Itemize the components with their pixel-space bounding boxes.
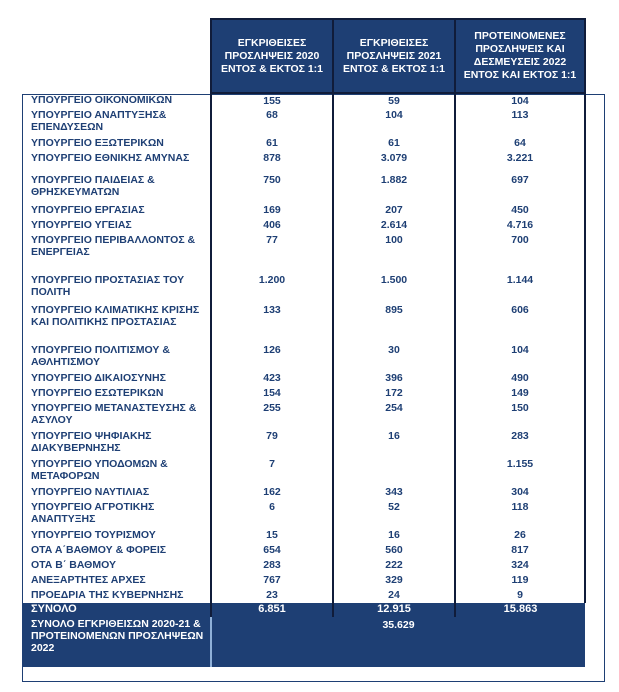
- value-2020: 6: [211, 500, 333, 528]
- value-2022: 113: [455, 108, 585, 136]
- ministry-label: ΥΠΟΥΡΓΕΙΟ ΕΡΓΑΣΙΑΣ: [31, 204, 145, 216]
- table-row: [23, 588, 585, 603]
- value-2020: 750: [211, 173, 333, 203]
- ministry-label: ΟΤΑ Α΄ΒΑΘΜΟΥ & ΦΟΡΕΙΣ: [31, 544, 167, 556]
- value-2022: 697: [455, 173, 585, 203]
- value-2020: 79: [211, 429, 333, 457]
- value-2022: 450: [455, 203, 585, 218]
- grand-total-row: [23, 617, 585, 667]
- ministry-label: ΥΠΟΥΡΓΕΙΟ ΚΛΙΜΑΤΙΚΗΣ ΚΡΙΣΗΣ ΚΑΙ ΠΟΛΙΤΙΚΗΣ ΠΡΟΣΤΑΣΙΑΣ: [31, 304, 200, 328]
- value-2021: 207: [333, 203, 455, 218]
- value-2020: 7: [211, 457, 333, 485]
- value-2020: 1.200: [211, 273, 333, 303]
- table-row: [23, 457, 585, 485]
- table-row: [23, 401, 585, 429]
- ministry-label: ΥΠΟΥΡΓΕΙΟ ΠΡΟΣΤΑΣΙΑΣ ΤΟΥ ΠΟΛΙΤΗ: [31, 274, 185, 298]
- value-2020: 15: [211, 528, 333, 543]
- grand-total-value: 35.629: [211, 617, 585, 667]
- ministry-label: ΥΠΟΥΡΓΕΙΟ ΠΟΛΙΤΙΣΜΟΥ & ΑΘΛΗΤΙΣΜΟΥ: [31, 344, 170, 368]
- value-2020: 154: [211, 386, 333, 401]
- table-row: [23, 218, 585, 233]
- value-2021: 100: [333, 233, 455, 273]
- value-2020: 155: [211, 93, 333, 108]
- value-2021: 2.614: [333, 218, 455, 233]
- value-2020: 878: [211, 151, 333, 173]
- value-2020: 126: [211, 343, 333, 371]
- ministry-label: ΥΠΟΥΡΓΕΙΟ ΥΓΕΙΑΣ: [31, 219, 132, 231]
- table-row: [23, 558, 585, 573]
- ministry-label: ΥΠΟΥΡΓΕΙΟ ΕΘΝΙΚΗΣ ΑΜΥΝΑΣ: [31, 152, 190, 164]
- value-2022: 1.144: [455, 273, 585, 303]
- table-row: [23, 343, 585, 371]
- value-2021: 560: [333, 543, 455, 558]
- value-2022: 3.221: [455, 151, 585, 173]
- table-row: [23, 173, 585, 203]
- header-blank: [23, 19, 211, 93]
- value-2021: 30: [333, 343, 455, 371]
- table-row: [23, 151, 585, 173]
- value-2022: 283: [455, 429, 585, 457]
- value-2021: 222: [333, 558, 455, 573]
- ministry-label: ΥΠΟΥΡΓΕΙΟ ΟΙΚΟΝΟΜΙΚΩΝ: [31, 94, 173, 106]
- total-2022: 15.863: [455, 603, 585, 617]
- value-2022: 9: [455, 588, 585, 603]
- table-row: [23, 108, 585, 136]
- ministry-label: ΥΠΟΥΡΓΕΙΟ ΥΠΟΔΟΜΩΝ & ΜΕΤΑΦΟΡΩΝ: [31, 458, 168, 482]
- ministry-label: ΠΡΟΕΔΡΙΑ ΤΗΣ ΚΥΒΕΡΝΗΣΗΣ: [31, 589, 184, 601]
- total-2021: 12.915: [333, 603, 455, 617]
- table-row: [23, 273, 585, 303]
- ministry-label: ΥΠΟΥΡΓΕΙΟ ΜΕΤΑΝΑΣΤΕΥΣΗΣ & ΑΣΥΛΟΥ: [31, 402, 197, 426]
- value-2021: 104: [333, 108, 455, 136]
- value-2022: 150: [455, 401, 585, 429]
- total-label: ΣΥΝΟΛΟ: [23, 603, 211, 617]
- ministry-label: ΥΠΟΥΡΓΕΙΟ ΠΑΙΔΕΙΑΣ & ΘΡΗΣΚΕΥΜΑΤΩΝ: [31, 174, 155, 198]
- header-2022: ΠΡΟΤΕΙΝΟΜΕΝΕΣ ΠΡΟΣΛΗΨΕΙΣ ΚΑΙ ΔΕΣΜΕΥΣΕΙΣ 2022 ΕΝΤΟΣ ΚΑΙ ΕΚΤΟΣ 1:1: [455, 19, 585, 93]
- value-2020: 23: [211, 588, 333, 603]
- value-2020: 61: [211, 136, 333, 151]
- table-row: [23, 485, 585, 500]
- ministry-label: ΑΝΕΞΑΡΤΗΤΕΣ ΑΡΧΕΣ: [31, 574, 146, 586]
- header-2020: ΕΓΚΡΙΘΕΙΣΕΣ ΠΡΟΣΛΗΨΕΙΣ 2020 ΕΝΤΟΣ & ΕΚΤΟΣ 1:1: [211, 19, 333, 93]
- value-2020: 406: [211, 218, 333, 233]
- value-2022: 149: [455, 386, 585, 401]
- value-2022: 119: [455, 573, 585, 588]
- value-2021: 59: [333, 93, 455, 108]
- value-2020: 162: [211, 485, 333, 500]
- hiring-table: [23, 18, 586, 667]
- value-2021: 1.882: [333, 173, 455, 203]
- value-2022: 324: [455, 558, 585, 573]
- table-row: [23, 386, 585, 401]
- value-2022: 1.155: [455, 457, 585, 485]
- ministry-label: ΥΠΟΥΡΓΕΙΟ ΠΕΡΙΒΑΛΛΟΝΤΟΣ & ΕΝΕΡΓΕΙΑΣ: [31, 234, 196, 258]
- total-2020: 6.851: [211, 603, 333, 617]
- value-2020: 423: [211, 371, 333, 386]
- value-2021: 396: [333, 371, 455, 386]
- value-2020: 68: [211, 108, 333, 136]
- value-2022: 118: [455, 500, 585, 528]
- value-2022: 304: [455, 485, 585, 500]
- value-2021: 329: [333, 573, 455, 588]
- table-row: [23, 573, 585, 588]
- value-2021: [333, 457, 455, 485]
- value-2021: 24: [333, 588, 455, 603]
- value-2020: 283: [211, 558, 333, 573]
- table-row: [23, 528, 585, 543]
- ministry-label: ΥΠΟΥΡΓΕΙΟ ΨΗΦΙΑΚΗΣ ΔΙΑΚΥΒΕΡΝΗΣΗΣ: [31, 430, 152, 454]
- value-2020: 255: [211, 401, 333, 429]
- value-2021: 16: [333, 528, 455, 543]
- value-2020: 654: [211, 543, 333, 558]
- value-2022: 104: [455, 93, 585, 108]
- table-row: [23, 233, 585, 273]
- value-2020: 169: [211, 203, 333, 218]
- ministry-label: ΟΤΑ Β΄ ΒΑΘΜΟΥ: [31, 559, 116, 571]
- header-row: [23, 19, 585, 93]
- table-row: [23, 203, 585, 218]
- value-2022: 490: [455, 371, 585, 386]
- value-2021: 16: [333, 429, 455, 457]
- grand-total-label: ΣΥΝΟΛΟ ΕΓΚΡΙΘΕΙΣΩΝ 2020-21 & ΠΡΟΤΕΙΝΟΜΕΝΩΝ ΠΡΟΣΛΗΨΕΩΝ 2022: [23, 617, 211, 667]
- value-2021: 172: [333, 386, 455, 401]
- value-2022: 700: [455, 233, 585, 273]
- value-2021: 52: [333, 500, 455, 528]
- ministry-label: ΥΠΟΥΡΓΕΙΟ ΔΙΚΑΙΟΣΥΝΗΣ: [31, 372, 166, 384]
- table-row: [23, 500, 585, 528]
- value-2022: 606: [455, 303, 585, 343]
- table-row: [23, 371, 585, 386]
- table-row: [23, 93, 585, 108]
- table-row: [23, 136, 585, 151]
- ministry-label: ΥΠΟΥΡΓΕΙΟ ΤΟΥΡΙΣΜΟΥ: [31, 529, 156, 541]
- value-2020: 767: [211, 573, 333, 588]
- header-2021: ΕΓΚΡΙΘΕΙΣΕΣ ΠΡΟΣΛΗΨΕΙΣ 2021 ΕΝΤΟΣ & ΕΚΤΟΣ 1:1: [333, 19, 455, 93]
- table-row: [23, 543, 585, 558]
- ministry-label: ΥΠΟΥΡΓΕΙΟ ΝΑΥΤΙΛΙΑΣ: [31, 486, 150, 498]
- value-2022: 26: [455, 528, 585, 543]
- value-2020: 133: [211, 303, 333, 343]
- value-2022: 817: [455, 543, 585, 558]
- value-2021: 895: [333, 303, 455, 343]
- value-2021: 61: [333, 136, 455, 151]
- ministry-label: ΥΠΟΥΡΓΕΙΟ ΑΓΡΟΤΙΚΗΣ ΑΝΑΠΤΥΞΗΣ: [31, 501, 155, 525]
- table-row: [23, 303, 585, 343]
- hiring-table-sheet: [18, 14, 592, 682]
- value-2021: 1.500: [333, 273, 455, 303]
- ministry-label: ΥΠΟΥΡΓΕΙΟ ΑΝΑΠΤΥΞΗΣ& ΕΠΕΝΔΥΣΕΩΝ: [31, 109, 167, 133]
- value-2022: 104: [455, 343, 585, 371]
- value-2021: 254: [333, 401, 455, 429]
- ministry-label: ΥΠΟΥΡΓΕΙΟ ΕΣΩΤΕΡΙΚΩΝ: [31, 387, 164, 399]
- value-2020: 77: [211, 233, 333, 273]
- total-row: [23, 603, 585, 617]
- value-2021: 343: [333, 485, 455, 500]
- ministry-label: ΥΠΟΥΡΓΕΙΟ ΕΞΩΤΕΡΙΚΩΝ: [31, 137, 164, 149]
- value-2021: 3.079: [333, 151, 455, 173]
- value-2022: 64: [455, 136, 585, 151]
- value-2022: 4.716: [455, 218, 585, 233]
- table-row: [23, 429, 585, 457]
